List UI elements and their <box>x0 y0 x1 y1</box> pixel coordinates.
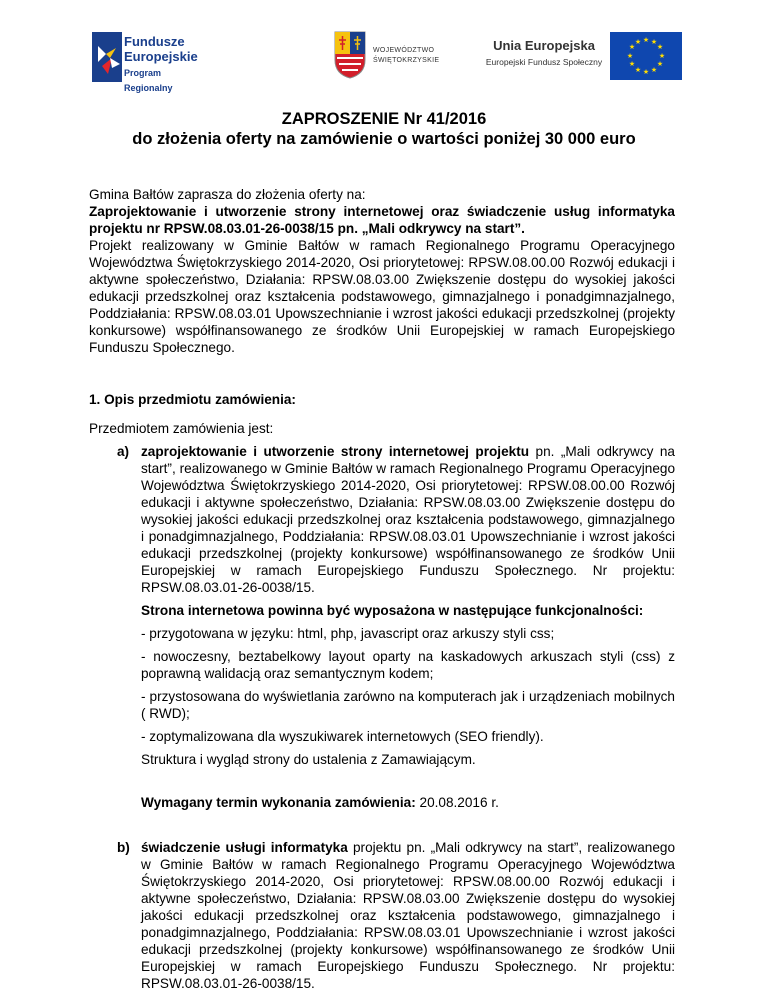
fe-star-icon <box>92 28 128 86</box>
feature-item: - zoptymalizowana dla wyszukiwarek internetowych (SEO friendly). <box>141 729 544 744</box>
svg-text:★: ★ <box>634 66 642 74</box>
sw-line1: WOJEWÓDZTWO <box>373 47 435 54</box>
svg-text:★: ★ <box>642 36 650 44</box>
unia-europejska-logo <box>482 32 692 92</box>
intro-project: Projekt realizowany w Gminie Bałtów w ramach Regionalnego Programu Operacyjnego Województwa Świętokrzyskiego 2014-2020, Osi priorytetowej: RPSW.08.00.00 Rozwój edukacji i aktywne społeczeństwo, Działania: RPSW.08.03.00 Zwiększenie dostępu do wysokiej jakości edukacji przedszkolnej oraz kształcenia podstawowego, gimnazjalnego i ponadgimnazjalnego, Poddziałania: RPSW.08.03.01 Upowszechnianie i wzrost jakości edukacji przedszkolnej (projekty konkursowe) współfinansowanego ze środków Unii Europejskiej w ramach Europejskiego Funduszu Społecznego. <box>89 238 675 355</box>
crest-icon <box>333 30 367 80</box>
feature-item: - przygotowana w języku: html, php, javascript oraz arkuszy styli css; <box>141 626 555 641</box>
item-b-bold: świadczenie usługi informatyka <box>141 840 348 855</box>
deadline <box>141 794 675 811</box>
item-a-bold: zaprojektowanie i utworzenie strony internetowej projektu <box>141 444 530 459</box>
svg-text:★: ★ <box>650 66 658 74</box>
svg-text:★: ★ <box>628 43 636 51</box>
fe-line3: Program Regionalny <box>124 68 173 93</box>
item-a <box>89 443 675 817</box>
item-b-label: b) <box>117 840 130 855</box>
fundusze-europejskie-logo <box>92 28 212 93</box>
sw-line2: ŚWIĘTOKRZYSKIE <box>373 57 440 64</box>
feature-item: - nowoczesny, beztabelkowy layout oparty na kaskadowych arkuszach styli (css) z poprawną walidacją oraz semantycznym kodem; <box>141 649 675 681</box>
deadline-value: 20.08.2016 r. <box>415 795 499 810</box>
eu-flag-icon <box>610 32 682 80</box>
svg-text:★: ★ <box>656 60 664 68</box>
svg-text:★: ★ <box>628 60 636 68</box>
title-line2: do złożenia oferty na zamówienie o wartości poniżej 30 000 euro <box>132 130 636 148</box>
svg-text:★: ★ <box>626 52 634 60</box>
features-heading: Strona internetowa powinna być wyposażona w następujące funkcjonalności: <box>141 603 644 618</box>
svg-text:★: ★ <box>656 43 664 51</box>
feature-item: - przystosowana do wyświetlania zarówno na komputerach jak i urządzeniach mobilnych ( RWD); <box>141 689 675 721</box>
document-body <box>89 186 675 992</box>
wojewodztwo-swietokrzyskie-logo <box>333 30 443 90</box>
section1-heading: 1. Opis przedmiotu zamówienia: <box>89 392 296 407</box>
fe-line2: Europejskie <box>124 49 198 64</box>
svg-text:★: ★ <box>658 52 666 60</box>
item-a-label: a) <box>117 444 130 459</box>
item-a-text: pn. „Mali odkrywcy na start”, realizowanego w Gminie Bałtów w ramach Regionalnego Programu Operacyjnego Województwa Świętokrzyskiego 2014-2020, Osi priorytetowej: RPSW.08.00.00 Rozwój edukacji i aktywne społeczeństwo, Działania: RPSW.08.03.00 Zwiększenie dostępu do wysokiej jakości edukacji przedszkolnej oraz kształcenia podstawowego, gimnazjalnego i ponadgimnazjalnego, Poddziałania: RPSW.08.03.01 Upowszechnianie i wzrost jakości edukacji przedszkolnej (projekty konkursowe) współfinansowanego ze środków Unii Europejskiej w ramach Europejskiego Funduszu Społecznego. Nr projektu: RPSW.08.03.01-26-0038/15. <box>141 444 675 595</box>
item-b-description <box>141 839 675 992</box>
item-b-text: projektu pn. „Mali odkrywcy na start”, realizowanego w Gminie Bałtów w ramach Regionalnego Programu Operacyjnego Województwa Świętokrzyskiego 2014-2020, Osi priorytetowej: RPSW.08.00.00 Rozwój edukacji i aktywne społeczeństwo, Działania: RPSW.08.03.00 Zwiększenie dostępu do wysokiej jakości edukacji przedszkolnej oraz kształcenia podstawowego, gimnazjalnego i ponadgimnazjalnego, Poddziałania: RPSW.08.03.01 Upowszechnianie i wzrost jakości edukacji przedszkolnej (projekty konkursowe) współfinansowanego ze środków Unii Europejskiej w ramach Europejskiego Funduszu Społecznego. Nr projektu: RPSW.08.03.01-26-0038/15. <box>141 840 675 991</box>
intro-invite: Gmina Bałtów zaprasza do złożenia oferty na: <box>89 187 366 202</box>
document-title <box>0 109 768 149</box>
svg-text:★: ★ <box>642 68 650 76</box>
fe-line1: Fundusze <box>124 34 185 49</box>
intro-subject: Zaprojektowanie i utworzenie strony internetowej oraz świadczenie usług informatyka projektu nr RPSW.08.03.01-26-0038/15 pn. „Mali odkrywcy na start”. <box>89 204 675 236</box>
item-a-description <box>141 443 675 596</box>
header-logos <box>0 28 768 98</box>
svg-text:★: ★ <box>650 38 658 46</box>
deadline-label: Wymagany termin wykonania zamówienia: <box>141 795 416 810</box>
item-b <box>89 839 675 992</box>
svg-text:★: ★ <box>634 38 642 46</box>
ue-line1: Unia Europejska <box>493 38 595 53</box>
section1-lead: Przedmiotem zamówienia jest: <box>89 421 274 436</box>
ue-line2: Europejski Fundusz Społeczny <box>485 57 603 67</box>
structure-note: Struktura i wygląd strony do ustalenia z Zamawiającym. <box>141 752 476 767</box>
title-line1: ZAPROSZENIE Nr 41/2016 <box>281 110 487 128</box>
